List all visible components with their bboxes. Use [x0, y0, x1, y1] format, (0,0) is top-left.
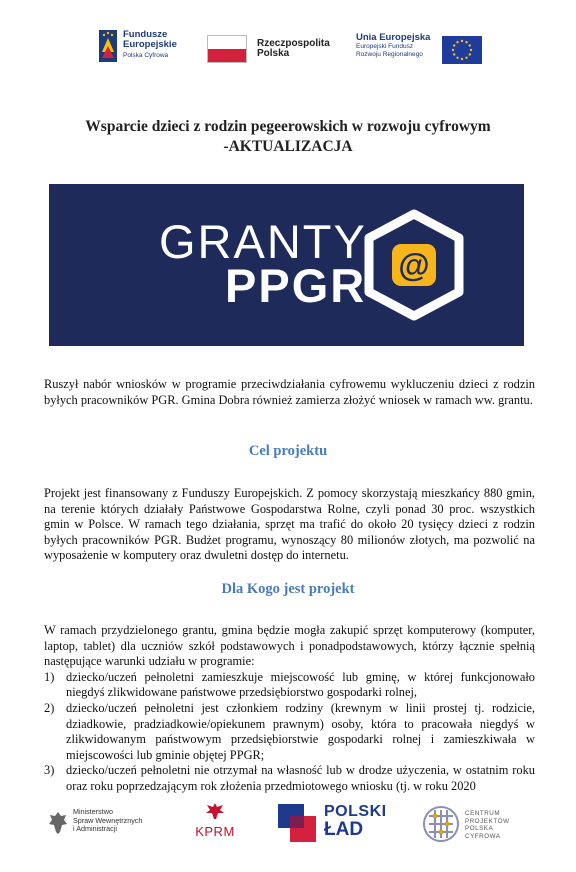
list-item-number: 2) — [44, 700, 55, 715]
who-section — [44, 623, 535, 795]
list-item — [44, 701, 535, 763]
fundusze-europejskie-logo — [97, 28, 207, 70]
eu-line2: Europejski Fundusz — [356, 43, 414, 50]
header-logos — [0, 22, 576, 74]
fe-line2: Europejskie — [123, 39, 177, 50]
rp-line1: Rzeczpospolita — [257, 38, 330, 49]
polish-flag-icon — [207, 35, 247, 63]
cppc-line3: POLSKA — [465, 825, 494, 832]
intro-text: Ruszył nabór wniosków w programie przeciwdziałania cyfrowemu wykluczeniu dzieci z rodzin byłych pracowników PGR. Gmina Dobra również zamierza złożyć wniosek w ramach ww. grantu. — [44, 377, 535, 407]
rp-line2: Polska — [257, 48, 290, 59]
cppc-line4: CYFROWA — [465, 832, 501, 840]
polski-lad-line2: ŁAD — [324, 819, 364, 840]
list-item — [44, 763, 535, 794]
eagle-emblem-icon — [47, 810, 69, 836]
mswia-line2: Spraw Wewnętrznych — [73, 815, 143, 825]
goal-paragraph — [44, 486, 535, 564]
conditions-list — [44, 670, 535, 795]
polski-lad-logo — [274, 800, 399, 848]
mswia-logo — [47, 806, 167, 842]
unia-europejska-logo — [356, 30, 496, 70]
cppc-line1: CENTRUM — [465, 810, 501, 817]
fe-line1: Fundusze — [123, 29, 168, 40]
who-intro-text: W ramach przydzielonego grantu, gmina będzie mogła zakupić sprzęt komputerowy (komputer, laptop, tablet) dla uczniów szkół podstawowych i ponadpodstawowych, którzy łącznie spełnią następujące warunki udziału w programie: — [44, 623, 535, 669]
cppc-line2: PROJEKTÓW — [465, 817, 510, 825]
kprm-text: KPRM — [195, 824, 235, 839]
title-line1: Wsparcie dzieci z rodzin pegeerowskich w rozwoju cyfrowym — [85, 118, 491, 135]
cppc-logo — [421, 802, 531, 848]
hexagon-at-icon — [359, 206, 469, 326]
cppc-maze-icon — [421, 802, 461, 846]
kprm-eagle-icon — [205, 802, 225, 820]
at-symbol: @ — [398, 247, 430, 283]
list-item — [44, 670, 535, 701]
title-line2: -AKTUALIZACJA — [223, 138, 353, 155]
mswia-line1: Ministerstwo — [73, 807, 113, 816]
banner-line2: PPGR — [225, 259, 367, 312]
list-item-text: dziecko/uczeń pełnoletni nie otrzymał na własność lub w drodze użyczenia, w ostatnim roku oraz roku poprzedzającym rok złożenia przedmiotowego wniosku (tj. w roku 2020 — [66, 763, 535, 793]
polski-lad-icon — [274, 800, 320, 846]
list-item-text: dziecko/uczeń pełnoletni jest członkiem rodziny (krewnym w linii prostej tj. rodzicie, dziadkowie, pradziadkowie/opiekunem prawnym) osoby, która to pracowała niegdyś w zlikwidowanym państwowym przedsiębiorstwie gospodarki rolnej i zamieszkiwała w miejscowości lub gminie objętej PPGR; — [66, 700, 535, 762]
document-title — [40, 117, 536, 157]
footer-logos — [0, 796, 576, 856]
eu-line3: Rozwoju Regionalnego — [356, 51, 423, 58]
who-heading: Dla Kogo jest projekt — [221, 581, 355, 597]
kprm-logo — [191, 802, 239, 846]
fundusze-europejskie-icon — [97, 28, 119, 64]
mswia-line3: i Administracji — [73, 824, 117, 833]
granty-ppgr-banner — [49, 184, 524, 346]
list-item-number: 1) — [44, 669, 55, 684]
intro-paragraph — [44, 377, 535, 408]
polski-lad-line1: POLSKI — [324, 803, 387, 820]
eu-line1: Unia Europejska — [356, 32, 431, 43]
rzeczpospolita-polska-logo — [207, 32, 337, 68]
fe-line3: Polska Cyfrowa — [123, 52, 169, 59]
list-item-number: 3) — [44, 763, 55, 778]
goal-text: Projekt jest finansowany z Funduszy Europejskich. Z pomocy skorzystają mieszkańcy 880 gmin, na terenie których działały Państwowe Gospodarstwa Rolne, czyli ponad 30 proc. wszystkich gmin w Polsce. W ramach tego działania, sprzęt ma trafić do około 20 tysięcy dzieci z rodzin byłych pracowników PGR. Budżet programu, wynoszący 80 milionów złotych, ma pozwolić na wyposażenie w komputery oraz dwuletni dostęp do internetu. — [44, 486, 535, 563]
eu-flag-icon — [442, 36, 482, 64]
list-item-text: dziecko/uczeń pełnoletni zamieszkuje miejscowość lub gminę, w której funkcjonowało niegdyś zlikwidowane państwowe przedsiębiorstwo gospodarki rolnej, — [66, 669, 535, 700]
banner-line1: GRANTY — [159, 215, 367, 268]
goal-heading: Cel projektu — [248, 443, 328, 459]
